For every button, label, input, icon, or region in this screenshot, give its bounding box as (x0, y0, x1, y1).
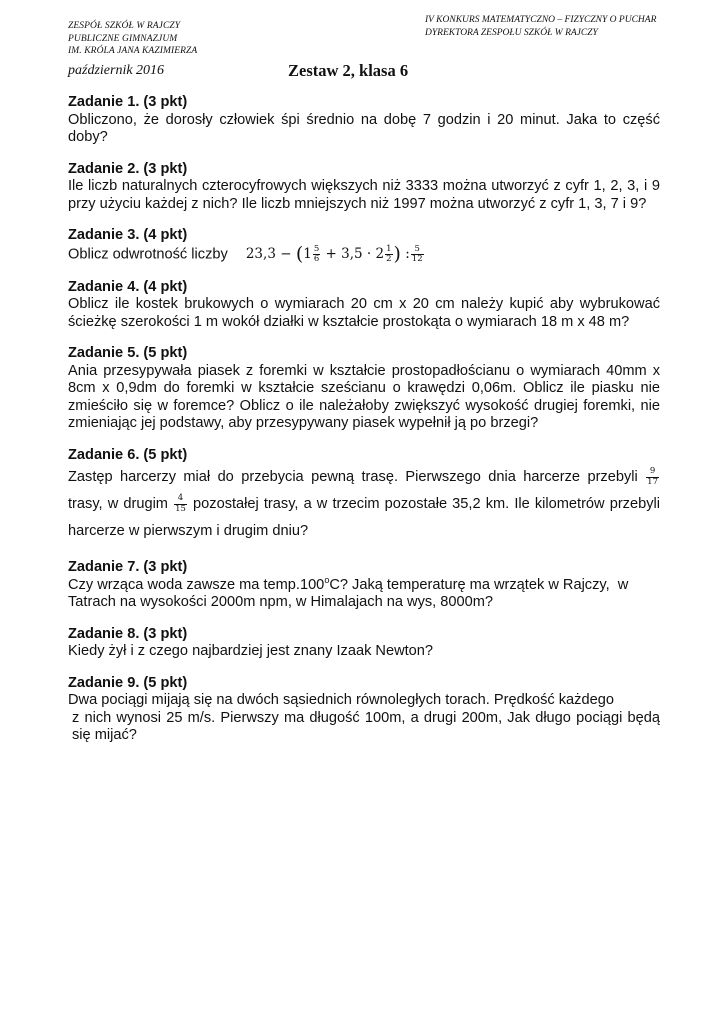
contest-name-line: DYREKTORA ZESPOŁU SZKÓŁ W RAJCZY (425, 27, 598, 38)
math-term: + 3,5 · 2 (325, 246, 385, 262)
fraction-numerator: 5 (411, 245, 424, 256)
school-name-line: ZESPÓŁ SZKÓŁ W RAJCZY (68, 21, 181, 31)
fraction (174, 494, 187, 514)
fraction-numerator: 9 (646, 467, 659, 478)
task-text-part: C? Jaką temperaturę ma wrzątek w Rajczy, (329, 576, 610, 593)
task-text-part: Zastęp harcerzy miał do przebycia pewną trasę. Pierwszego dnia harcerze przebyli (68, 469, 638, 485)
task-text-line (68, 574, 610, 593)
fraction (646, 467, 659, 487)
fraction-denominator: 17 (647, 476, 658, 487)
task-9 (68, 675, 660, 745)
school-name-line: PUBLICZNE GIMNAZJUM (68, 33, 178, 44)
fraction (313, 245, 320, 265)
task-6 (68, 447, 660, 546)
math-paren-open: ( (295, 243, 304, 265)
task-text: Oblicz ile kostek brukowych o wymiarach 20 cm x 20 cm należy kupić aby wybrukować ścieżkę szerokości 1 m wokół działki w kształcie prostokąta o wymiarach 18 m x 48 m? (68, 296, 660, 330)
tasks-list (68, 94, 660, 759)
task-title: Zadanie 9. (5 pkt) (68, 674, 188, 691)
math-operator: : (400, 246, 410, 262)
task-3 (68, 227, 660, 265)
task-title: Zadanie 4. (4 pkt) (68, 278, 188, 295)
task-text-part: trasy, w drugim (68, 496, 168, 512)
task-text (68, 464, 660, 545)
document-title: Zestaw 2, klasa 6 (288, 61, 409, 80)
school-name-line: IM. KRÓLA JANA KAZIMIERZA (68, 46, 198, 56)
task-2 (68, 161, 660, 214)
task-text: Obliczono, że dorosły człowiek śpi średnio na dobę 7 godzin i 20 minut. Jaka to część doby? (68, 111, 660, 145)
fraction-numerator: 1 (386, 243, 392, 254)
contest-header (425, 14, 656, 39)
task-title: Zadanie 5. (5 pkt) (68, 345, 188, 361)
contest-name-line: IV KONKURS MATEMATYCZNO – FIZYCZNY O PUCHAR (425, 15, 657, 25)
task-text (68, 245, 660, 265)
document-date: październik 2016 (68, 63, 165, 78)
fraction-denominator: 6 (313, 254, 320, 264)
fraction-denominator: 15 (175, 503, 186, 514)
task-title: Zadanie 6. (5 pkt) (68, 446, 188, 463)
task-title: Zadanie 2. (3 pkt) (68, 160, 188, 177)
task-1 (68, 94, 660, 147)
math-term: 23,3 − (245, 246, 292, 262)
fraction (411, 245, 424, 265)
task-title: Zadanie 3. (4 pkt) (68, 227, 188, 243)
task-4 (68, 279, 660, 332)
task-title: Zadanie 8. (3 pkt) (68, 625, 188, 642)
task-text-label: Oblicz odwrotność liczby (68, 246, 228, 262)
fraction (385, 245, 392, 265)
task-text (68, 574, 660, 612)
task-7 (68, 559, 660, 612)
task-text-line: z nich wynosi 25 m/s. Pierwszy ma długość 100m, a drugi 200m, Jak długo pociągi będą się mijać? (72, 709, 660, 743)
task-title: Zadanie 7. (3 pkt) (68, 559, 188, 575)
task-text (68, 692, 660, 745)
task-5 (68, 345, 660, 433)
task-text: Kiedy żył i z czego najbardziej jest znany Izaak Newton? (68, 643, 434, 659)
task-title: Zadanie 1. (3 pkt) (68, 94, 188, 110)
math-paren-close: ) (393, 243, 401, 265)
task-text-line: w Tatrach na wysokości 2000m npm, w Himalajach na wys, 8000m? (68, 576, 629, 610)
task-text-part: Czy wrząca woda zawsze ma temp.100 (68, 576, 325, 593)
task-text: Ile liczb naturalnych czterocyfrowych większych niż 3333 można utworzyć z cyfr 1, 2, 3, i 9 przy użyciu każdej z nich? Ile liczb mniejszych niż 1997 można utworzyć z cyfr 1, 3, 7 i 9? (68, 178, 660, 212)
fraction-denominator: 2 (386, 254, 392, 264)
fraction-numerator: 4 (174, 494, 187, 505)
task-text-part: pozostałej trasy, a w trzecim pozostałe 35,2 km. Ile kilometrów przebyli harcerze w pierwszym i drugim dniu? (68, 496, 660, 539)
degree-superscript: o (324, 574, 330, 585)
task-text: Ania przesypywała piasek z foremki w kształcie prostopadłościanu o wymiarach 40mm x 8cm x 0,9dm do foremki w kształcie sześcianu o krawędzi 0,06m. Oblicz ile piasku nie zmieściło się w foremce? Oblicz o ile należałoby zwiększyć wysokość drugiej foremki, nie zmieniając jej podstawy, aby przesypywany piasek wypełnił ją po brzegi? (68, 362, 660, 431)
math-expression (245, 243, 425, 265)
fraction-denominator: 12 (411, 254, 423, 264)
school-header (68, 20, 197, 58)
fraction-numerator: 5 (313, 243, 320, 254)
task-text-line: Dwa pociągi mijają się na dwóch sąsiednich równoległych torach. Prędkość każdego (68, 692, 614, 708)
math-whole: 1 (303, 246, 312, 262)
task-8 (68, 626, 660, 661)
